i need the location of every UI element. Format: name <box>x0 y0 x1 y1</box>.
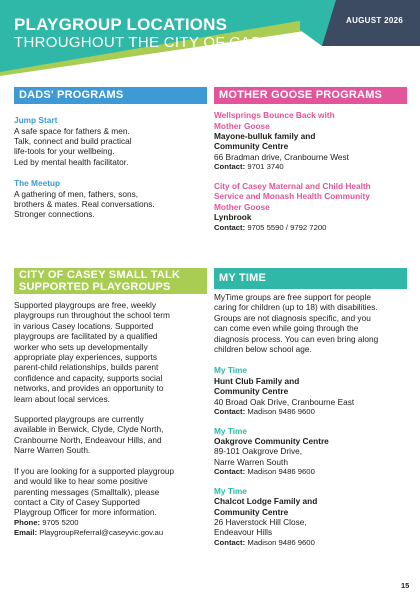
small-talk-para <box>14 300 207 404</box>
small-talk-line: Narre Warren South. <box>14 445 91 456</box>
mother-goose-heading: MOTHER GOOSE PROGRAMS <box>214 87 407 104</box>
jump-start-line: Led by mental health facilitator. <box>14 156 129 167</box>
mytime-entry <box>214 486 407 549</box>
small-talk-line: available in Berwick, Clyde, Clyde North, <box>14 424 164 435</box>
wellsprings-venue: Community Centre <box>214 141 289 152</box>
mother-goose-section <box>214 87 407 233</box>
mytime-intro-line: MyTime groups are free support for people <box>214 292 371 302</box>
mytime-entry-venue: Community Centre <box>214 506 289 517</box>
mytime-entry-venue: Chalcot Lodge Family and <box>214 496 318 507</box>
small-talk-phone <box>14 518 207 528</box>
mytime-entry-address: 26 Haverstock Hill Close, <box>214 517 307 527</box>
mytime-entry-address: Narre Warren South <box>214 456 288 467</box>
small-talk-line: parenting messages (Smalltalk), please <box>14 486 160 497</box>
jump-start-title: Jump Start <box>14 115 58 125</box>
mytime-heading: MY TIME <box>214 268 407 289</box>
mytime-entry-address: Endeavour Hills <box>214 527 273 538</box>
contact-value: Madison 9486 9600 <box>247 467 315 477</box>
small-talk-para <box>14 414 207 456</box>
mytime-entry-contact <box>214 407 407 417</box>
small-talk-line: contact a City of Casey Supported <box>14 496 140 507</box>
page-number: 15 <box>401 581 410 590</box>
mytime-entry-venue: Hunt Club Family and <box>214 375 300 386</box>
casey-mch-contact <box>214 223 407 233</box>
casey-mch-title: Service and Monash Health Community <box>214 191 370 202</box>
contact-label: Contact: <box>214 407 246 417</box>
contact-label: Contact: <box>214 467 246 477</box>
contact-label: Contact: <box>214 222 246 232</box>
contact-label: Contact: <box>214 537 246 547</box>
small-talk-line: in various Casey locations. Supported <box>14 320 154 331</box>
mytime-section <box>214 268 407 548</box>
small-talk-section <box>14 268 207 539</box>
small-talk-line: worker who sets up developmentally <box>14 341 148 352</box>
contact-value: Madison 9486 9600 <box>247 407 315 417</box>
small-talk-line: confidence and capacity, supports social <box>14 372 163 383</box>
meetup-entry <box>14 178 207 220</box>
small-talk-heading <box>14 268 207 294</box>
casey-mch-entry <box>214 181 407 233</box>
mytime-entry-title: My Time <box>214 425 248 436</box>
meetup-line: Stronger connections. <box>14 209 95 220</box>
small-talk-line: Supported playgroups are free, weekly <box>14 300 157 310</box>
contact-label: Contact: <box>214 162 246 172</box>
small-talk-heading-line: CITY OF CASEY SMALL TALK <box>19 269 181 281</box>
jump-start-line: Talk, connect and build practical <box>14 135 132 146</box>
phone-label: Phone: <box>14 517 41 527</box>
header-banner <box>0 0 420 76</box>
jump-start-line: A safe space for fathers & men. <box>14 125 130 136</box>
small-talk-line: playgroups run throughout the school term <box>14 310 170 321</box>
mytime-entry <box>214 365 407 417</box>
mytime-intro-line: Groups are not diagnosis specific, and you <box>214 312 371 323</box>
small-talk-line: appropriate play experiences, supports <box>14 352 157 363</box>
wellsprings-title: Wellsprings Bounce Back with <box>214 110 335 120</box>
casey-mch-venue: Lynbrook <box>214 212 252 223</box>
small-talk-line: Supported playgroups are currently <box>14 414 144 425</box>
dads-programs-heading: DADS' PROGRAMS <box>14 87 207 104</box>
mytime-intro-line: caring for children (up to 18) with disabilities. <box>214 302 378 313</box>
mytime-entry-contact <box>214 538 407 548</box>
small-talk-line: and would like to hear some positive <box>14 476 148 487</box>
wellsprings-venue: Mayone-bulluk family and <box>214 131 316 141</box>
small-talk-heading-line: SUPPORTED PLAYGROUPS <box>19 280 171 293</box>
mytime-entry-title: My Time <box>214 485 248 496</box>
small-talk-line: learn about local services. <box>14 393 110 404</box>
mytime-entry-venue: Community Centre <box>214 386 289 397</box>
jump-start-entry <box>14 115 207 167</box>
small-talk-line: parent-child relationships, builds parent <box>14 362 159 373</box>
wellsprings-address: 66 Bradman drive, Cranbourne West <box>214 151 349 162</box>
wellsprings-contact <box>214 162 407 172</box>
meetup-line: brothers & mates. Real conversations. <box>14 199 155 210</box>
mytime-entry-address: 89-101 Oakgrove Drive, <box>214 446 303 457</box>
casey-mch-title: City of Casey Maternal and Child Health <box>214 180 371 191</box>
email-link[interactable]: PlaygroupReferral@caseyvic.gov.au <box>39 528 164 538</box>
small-talk-para <box>14 466 207 539</box>
phone-value: 9705 5200 <box>42 517 79 527</box>
casey-mch-title: Mother Goose <box>214 201 270 212</box>
page-subtitle: THROUGHOUT THE CITY OF CASEY <box>14 34 282 51</box>
small-talk-line: If you are looking for a supported playgroup <box>14 465 175 476</box>
mytime-intro-line: children below school age. <box>214 344 312 355</box>
mytime-intro-line: can come even while going through the <box>214 323 359 334</box>
wellsprings-entry <box>214 110 407 173</box>
small-talk-line: playgroups are facilitated by a qualified <box>14 331 158 342</box>
contact-value: Madison 9486 9600 <box>247 537 315 547</box>
mytime-intro-line: diagnosis process. You can even bring along <box>214 333 379 344</box>
dads-programs-section <box>14 87 207 220</box>
mytime-intro <box>214 292 407 354</box>
small-talk-line: networks, and provides an opportunity to <box>14 383 164 394</box>
wellsprings-title: Mother Goose <box>214 120 270 131</box>
contact-value: 9705 5590 / 9792 7200 <box>247 222 327 232</box>
page-title: PLAYGROUP LOCATIONS <box>14 15 228 34</box>
small-talk-email <box>14 528 207 538</box>
mytime-entry-contact <box>214 467 407 477</box>
mytime-entry <box>214 426 407 478</box>
contact-value: 9701 3740 <box>247 162 284 172</box>
email-label: Email: <box>14 528 38 538</box>
mytime-entry-venue: Oakgrove Community Centre <box>214 436 329 447</box>
small-talk-line: Playgroup Officer for more information. <box>14 507 157 518</box>
meetup-title: The Meetup <box>14 178 61 189</box>
issue-date: AUGUST 2026 <box>346 16 404 25</box>
mytime-entry-address: 40 Broad Oak Drive, Cranbourne East <box>214 396 355 407</box>
mytime-entry-title: My Time <box>214 365 248 376</box>
jump-start-line: life-tools for your wellbeing. <box>14 146 115 157</box>
meetup-line: A gathering of men, fathers, sons, <box>14 188 139 199</box>
small-talk-line: Cranbourne North, Endeavour Hills, and <box>14 434 162 445</box>
